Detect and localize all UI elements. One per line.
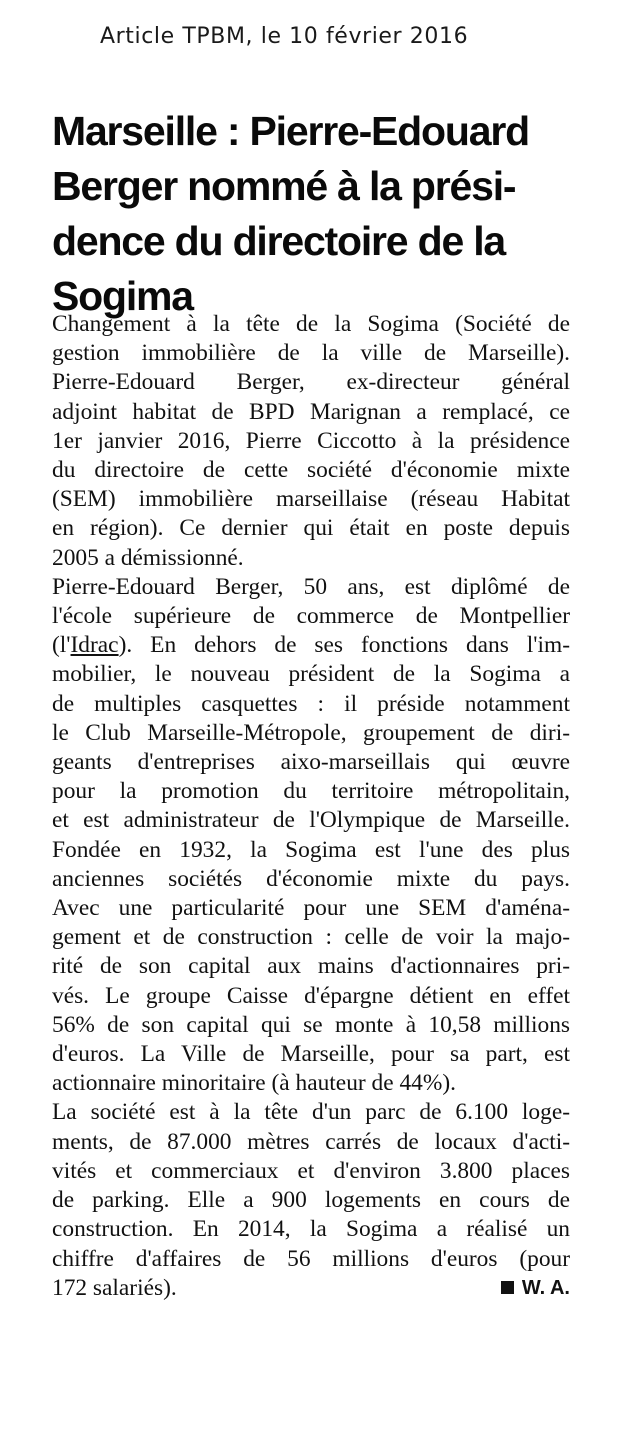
text-line: La société est à la tête d'un parc de 6.100 loge-	[52, 1099, 570, 1126]
text-line: adjoint habitat de BPD Marignan a remplacé, ce	[52, 398, 570, 425]
paragraph-1	[52, 310, 570, 573]
headline-line: dence du directoire de la	[52, 218, 506, 264]
text-line: de multiples casquettes : il préside notamment	[52, 690, 570, 717]
text-line: vités et commerciaux et d'environ 3.800 places	[52, 1157, 570, 1184]
text-line-with-link	[52, 631, 570, 660]
text-line: Fondée en 1932, la Sogima est l'une des plus	[52, 836, 570, 863]
headline-line: Sogima	[52, 273, 193, 319]
text-line: vés. Le groupe Caisse d'épargne détient en effet	[52, 982, 570, 1009]
text-fragment: ). En dehors de ses fonctions dans l'im-	[118, 632, 570, 659]
text-line: ments, de 87.000 mètres carrés de locaux d'acti-	[52, 1128, 570, 1155]
source-line: Article TPBM, le 10 février 2016	[100, 24, 469, 49]
headline-line: Berger nommé à la prési-	[52, 163, 516, 209]
text-line: chiffre d'affaires de 56 millions d'euros (pour	[52, 1245, 570, 1272]
paragraph-4	[52, 1098, 570, 1302]
signature-square-icon	[501, 1281, 514, 1294]
text-line: 1er janvier 2016, Pierre Ciccotto à la présidence	[52, 427, 570, 454]
author-signature	[501, 1274, 570, 1303]
text-line: Pierre-Edouard Berger, 50 ans, est diplômé de	[52, 573, 570, 600]
text-line: mobilier, le nouveau président de la Sogima a	[52, 661, 570, 688]
idrac-link[interactable]: Idrac	[70, 632, 119, 659]
text-line: pour la promotion du territoire métropolitain,	[52, 778, 570, 805]
text-line: l'école supérieure de commerce de Montpellier	[52, 603, 570, 630]
text-line: Avec une particularité pour une SEM d'aména-	[52, 895, 570, 922]
text-line: de parking. Elle a 900 logements en cours de	[52, 1187, 570, 1214]
text-line: le Club Marseille-Métropole, groupement de diri-	[52, 719, 570, 746]
headline-line: Marseille : Pierre-Edouard	[52, 108, 529, 154]
text-line: d'euros. La Ville de Marseille, pour sa part, est	[52, 1041, 570, 1068]
paragraph-2	[52, 573, 570, 836]
text-line: gement et de construction : celle de voir la majo-	[52, 924, 570, 951]
text-line: Changement à la tête de la Sogima (Société de	[52, 311, 570, 337]
text-line: (SEM) immobilière marseillaise (réseau Habitat	[52, 486, 570, 513]
text-line: construction. En 2014, la Sogima a réalisé un	[52, 1216, 570, 1243]
text-line: du directoire de cette société d'économie mixte	[52, 457, 570, 484]
text-line: 2005 a démissionné.	[52, 544, 244, 571]
closing-line	[52, 1274, 570, 1303]
text-line: anciennes sociétés d'économie mixte du pays.	[52, 865, 570, 892]
article-body	[52, 310, 570, 1303]
text-line: et est administrateur de l'Olympique de Marseille.	[52, 807, 570, 834]
article-headline	[52, 104, 582, 324]
text-line: 56% de son capital qui se monte à 10,58 millions	[52, 1011, 570, 1038]
text-line: en région). Ce dernier qui était en poste depuis	[52, 515, 570, 542]
author-initials: W. A.	[521, 1276, 570, 1299]
paragraph-3	[52, 836, 570, 1099]
text-line: gestion immobilière de la ville de Marseille).	[52, 340, 570, 367]
text-line: 172 salariés).	[52, 1274, 177, 1301]
text-line: geants d'entreprises aixo-marseillais qui œuvre	[52, 749, 570, 776]
text-line: Pierre-Edouard Berger, ex-directeur général	[52, 369, 570, 396]
text-line: rité de son capital aux mains d'actionnaires pri-	[52, 953, 570, 980]
text-line: actionnaire minoritaire (à hauteur de 44%).	[52, 1070, 456, 1097]
text-fragment: (l'	[52, 632, 71, 659]
